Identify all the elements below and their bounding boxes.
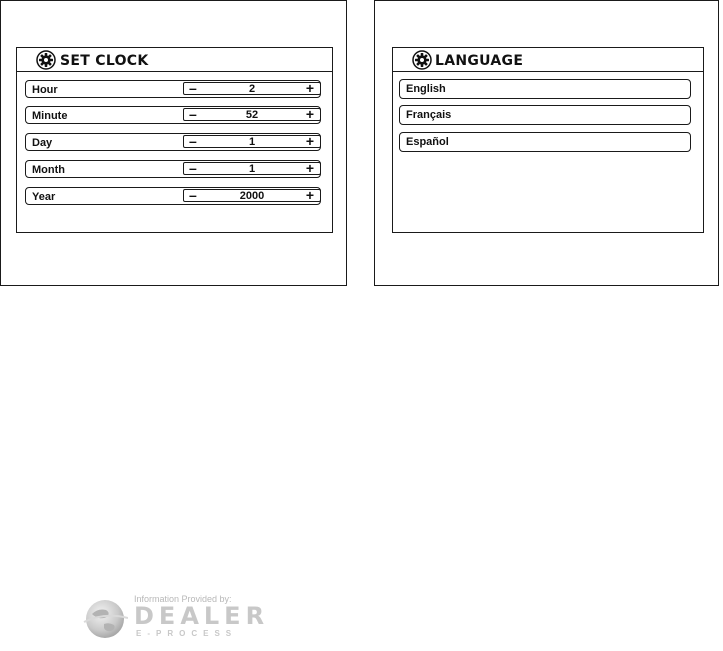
clock-row-minute	[25, 106, 321, 124]
gear-icon	[36, 50, 56, 70]
language-option-espanol[interactable]	[399, 132, 691, 152]
globe-logo-icon	[82, 598, 128, 640]
watermark-brand: DEALER	[134, 602, 270, 630]
watermark-caption: Information Provided by:	[134, 594, 232, 604]
month-minus-button[interactable]: –	[189, 160, 197, 176]
clock-row-day	[25, 133, 321, 151]
language-screen	[392, 47, 704, 233]
clock-row-label: Year	[32, 191, 56, 203]
day-value: 1	[248, 136, 256, 148]
clock-row-label: Day	[32, 137, 53, 149]
language-title-bar	[393, 48, 703, 72]
year-plus-button[interactable]: +	[305, 187, 314, 203]
set-clock-screen	[16, 47, 333, 233]
minute-minus-button[interactable]: –	[189, 106, 197, 122]
clock-row-hour	[25, 80, 321, 98]
year-minus-button[interactable]: –	[189, 187, 197, 203]
minute-plus-button[interactable]: +	[305, 106, 314, 122]
month-stepper[interactable]	[183, 162, 321, 175]
clock-row-year	[25, 187, 321, 205]
set-clock-panel	[0, 0, 347, 286]
language-option-english[interactable]	[399, 79, 691, 99]
minute-value: 52	[245, 109, 259, 121]
day-minus-button[interactable]: –	[189, 133, 197, 149]
hour-plus-button[interactable]: +	[305, 80, 314, 96]
language-option-label: English	[406, 83, 446, 95]
minute-stepper[interactable]	[183, 108, 321, 121]
language-option-label: Español	[406, 136, 449, 148]
hour-value: 2	[248, 83, 256, 95]
year-value: 2000	[239, 190, 265, 202]
day-stepper[interactable]	[183, 135, 321, 148]
hour-minus-button[interactable]: –	[189, 80, 197, 96]
clock-row-month	[25, 160, 321, 178]
gear-icon	[412, 50, 432, 70]
language-panel	[374, 0, 719, 286]
set-clock-title: SET CLOCK	[60, 53, 149, 69]
day-plus-button[interactable]: +	[305, 133, 314, 149]
language-title: LANGUAGE	[435, 53, 524, 69]
month-plus-button[interactable]: +	[305, 160, 314, 176]
clock-row-label: Month	[32, 164, 65, 176]
clock-row-label: Hour	[32, 84, 58, 96]
set-clock-title-bar	[17, 48, 332, 72]
language-option-label: Français	[406, 109, 452, 121]
language-option-francais[interactable]	[399, 105, 691, 125]
hour-stepper[interactable]	[183, 82, 321, 95]
month-value: 1	[248, 163, 256, 175]
dealer-watermark	[82, 594, 292, 644]
year-stepper[interactable]	[183, 189, 321, 202]
watermark-subtitle: E-PROCESS	[136, 629, 238, 638]
clock-row-label: Minute	[32, 110, 68, 122]
